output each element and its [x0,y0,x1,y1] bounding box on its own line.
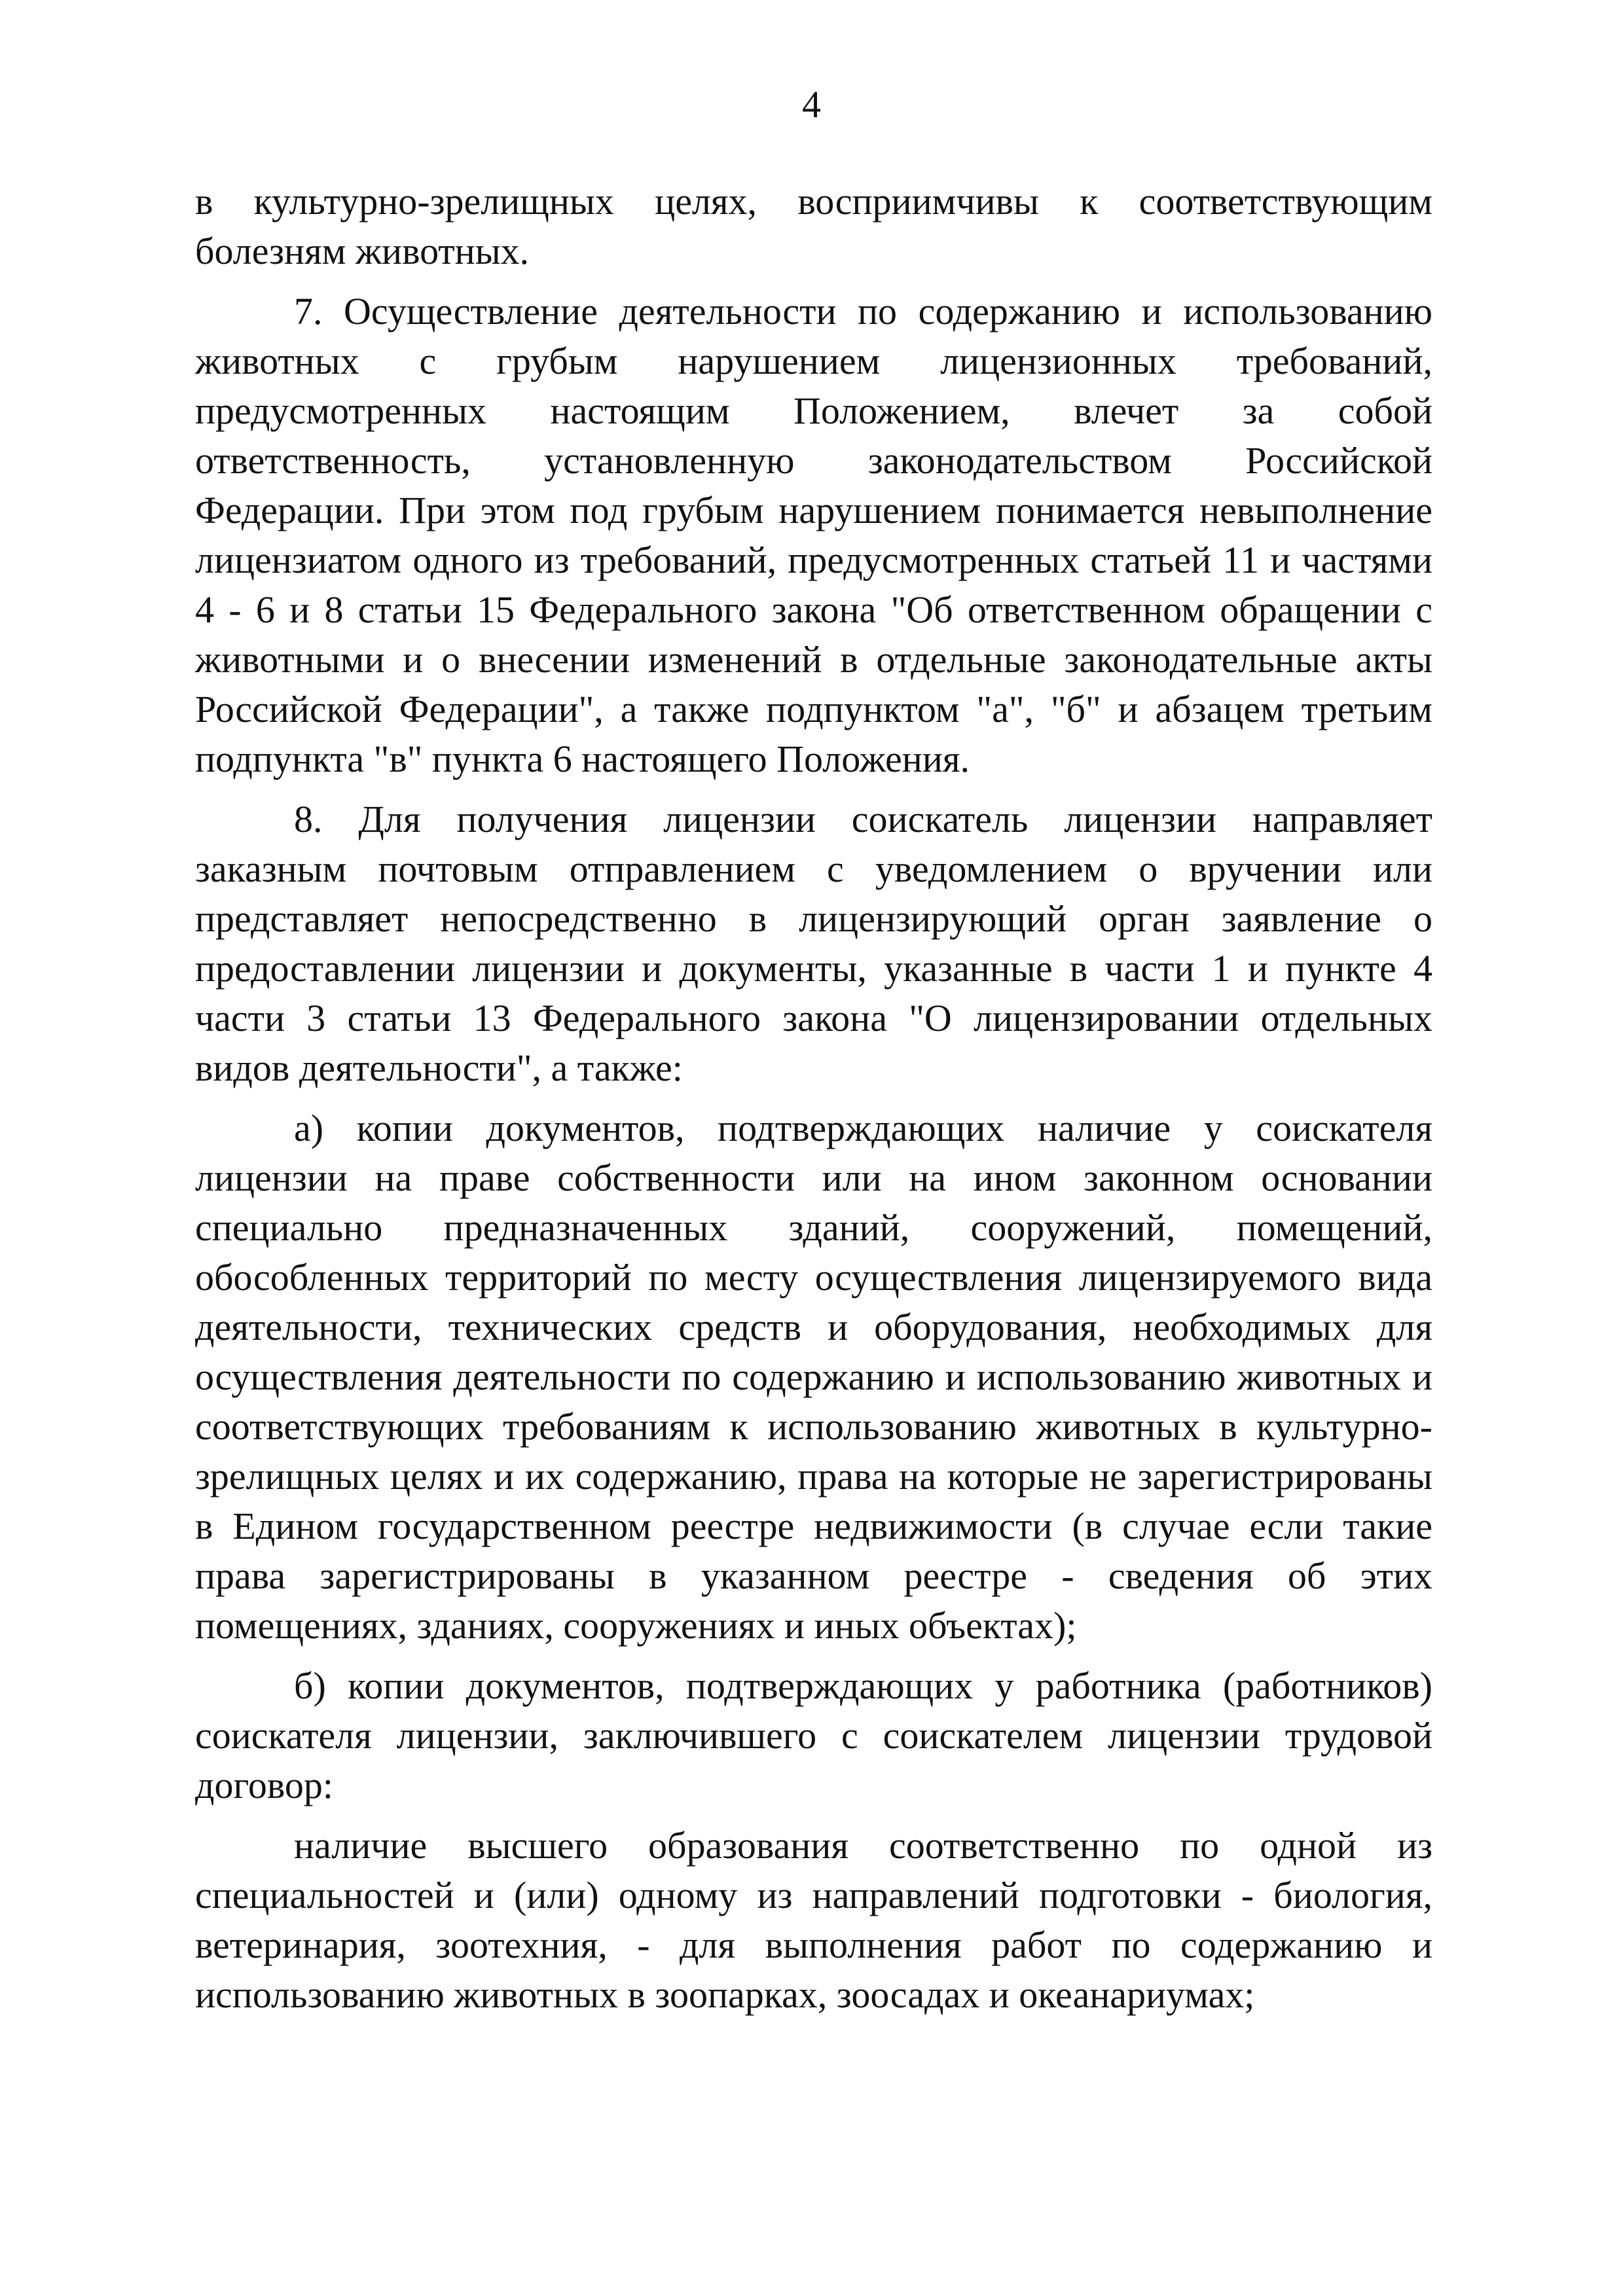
paragraph-item-7: 7. Осуществление деятельности по содержанию и использованию животных с грубым нарушением лицензионных требований, предусмотренных настоящим Положением, влечет за собой ответственность, установленную законодательством Российской Федерации. При этом под грубым нарушением понимается невыполнение лицензиатом одного из требований, предусмотренных статьей 11 и частями 4 - 6 и 8 статьи 15 Федерального закона "Об ответственном обращении с животными и о внесении изменений в отдельные законодательные акты Российской Федерации", а также подпунктом "а", "б" и абзацем третьим подпункта "в" пункта 6 настоящего Положения. [195,290,1432,780]
paragraph-continuation: в культурно-зрелищных целях, восприимчивы к соответствующим болезням животных. [195,180,1432,272]
paragraph-subitem-b: б) копии документов, подтверждающих у работника (работников) соискателя лицензии, заключившего с соискателем лицензии трудовой договор: [195,1664,1432,1806]
paragraph-item-8: 8. Для получения лицензии соискатель лицензии направляет заказным почтовым отправлением с уведомлением о вручении или представляет непосредственно в лицензирующий орган заявление о предоставлении лицензии и документы, указанные в части 1 и пункте 4 части 3 статьи 13 Федерального закона "О лицензировании отдельных видов деятельности", а также: [195,798,1432,1089]
paragraph-subitem-a: а) копии документов, подтверждающих наличие у соискателя лицензии на праве собственности или на ином законном основании специально предназначенных зданий, сооружений, помещений, обособленных территорий по месту осуществления лицензируемого вида деятельности, технических средств и оборудования, необходимых для осуществления деятельности по содержанию и использованию животных и соответствующих требованиям к использованию животных в культурно-зрелищных целях и их содержанию, права на которые не зарегистрированы в Едином государственном реестре недвижимости (в случае если такие права зарегистрированы в указанном реестре - сведения об этих помещениях, зданиях, сооружениях и иных объектах); [195,1107,1432,1647]
document-body [195,177,1432,2030]
paragraph-education-requirement: наличие высшего образования соответственно по одной из специальностей и (или) одному из направлений подготовки - биология, ветеринария, зоотехния, - для выполнения работ по содержанию и использованию животных в зоопарках, зоосадах и океанариумах; [195,1824,1432,2016]
page-number: 4 [802,83,821,126]
